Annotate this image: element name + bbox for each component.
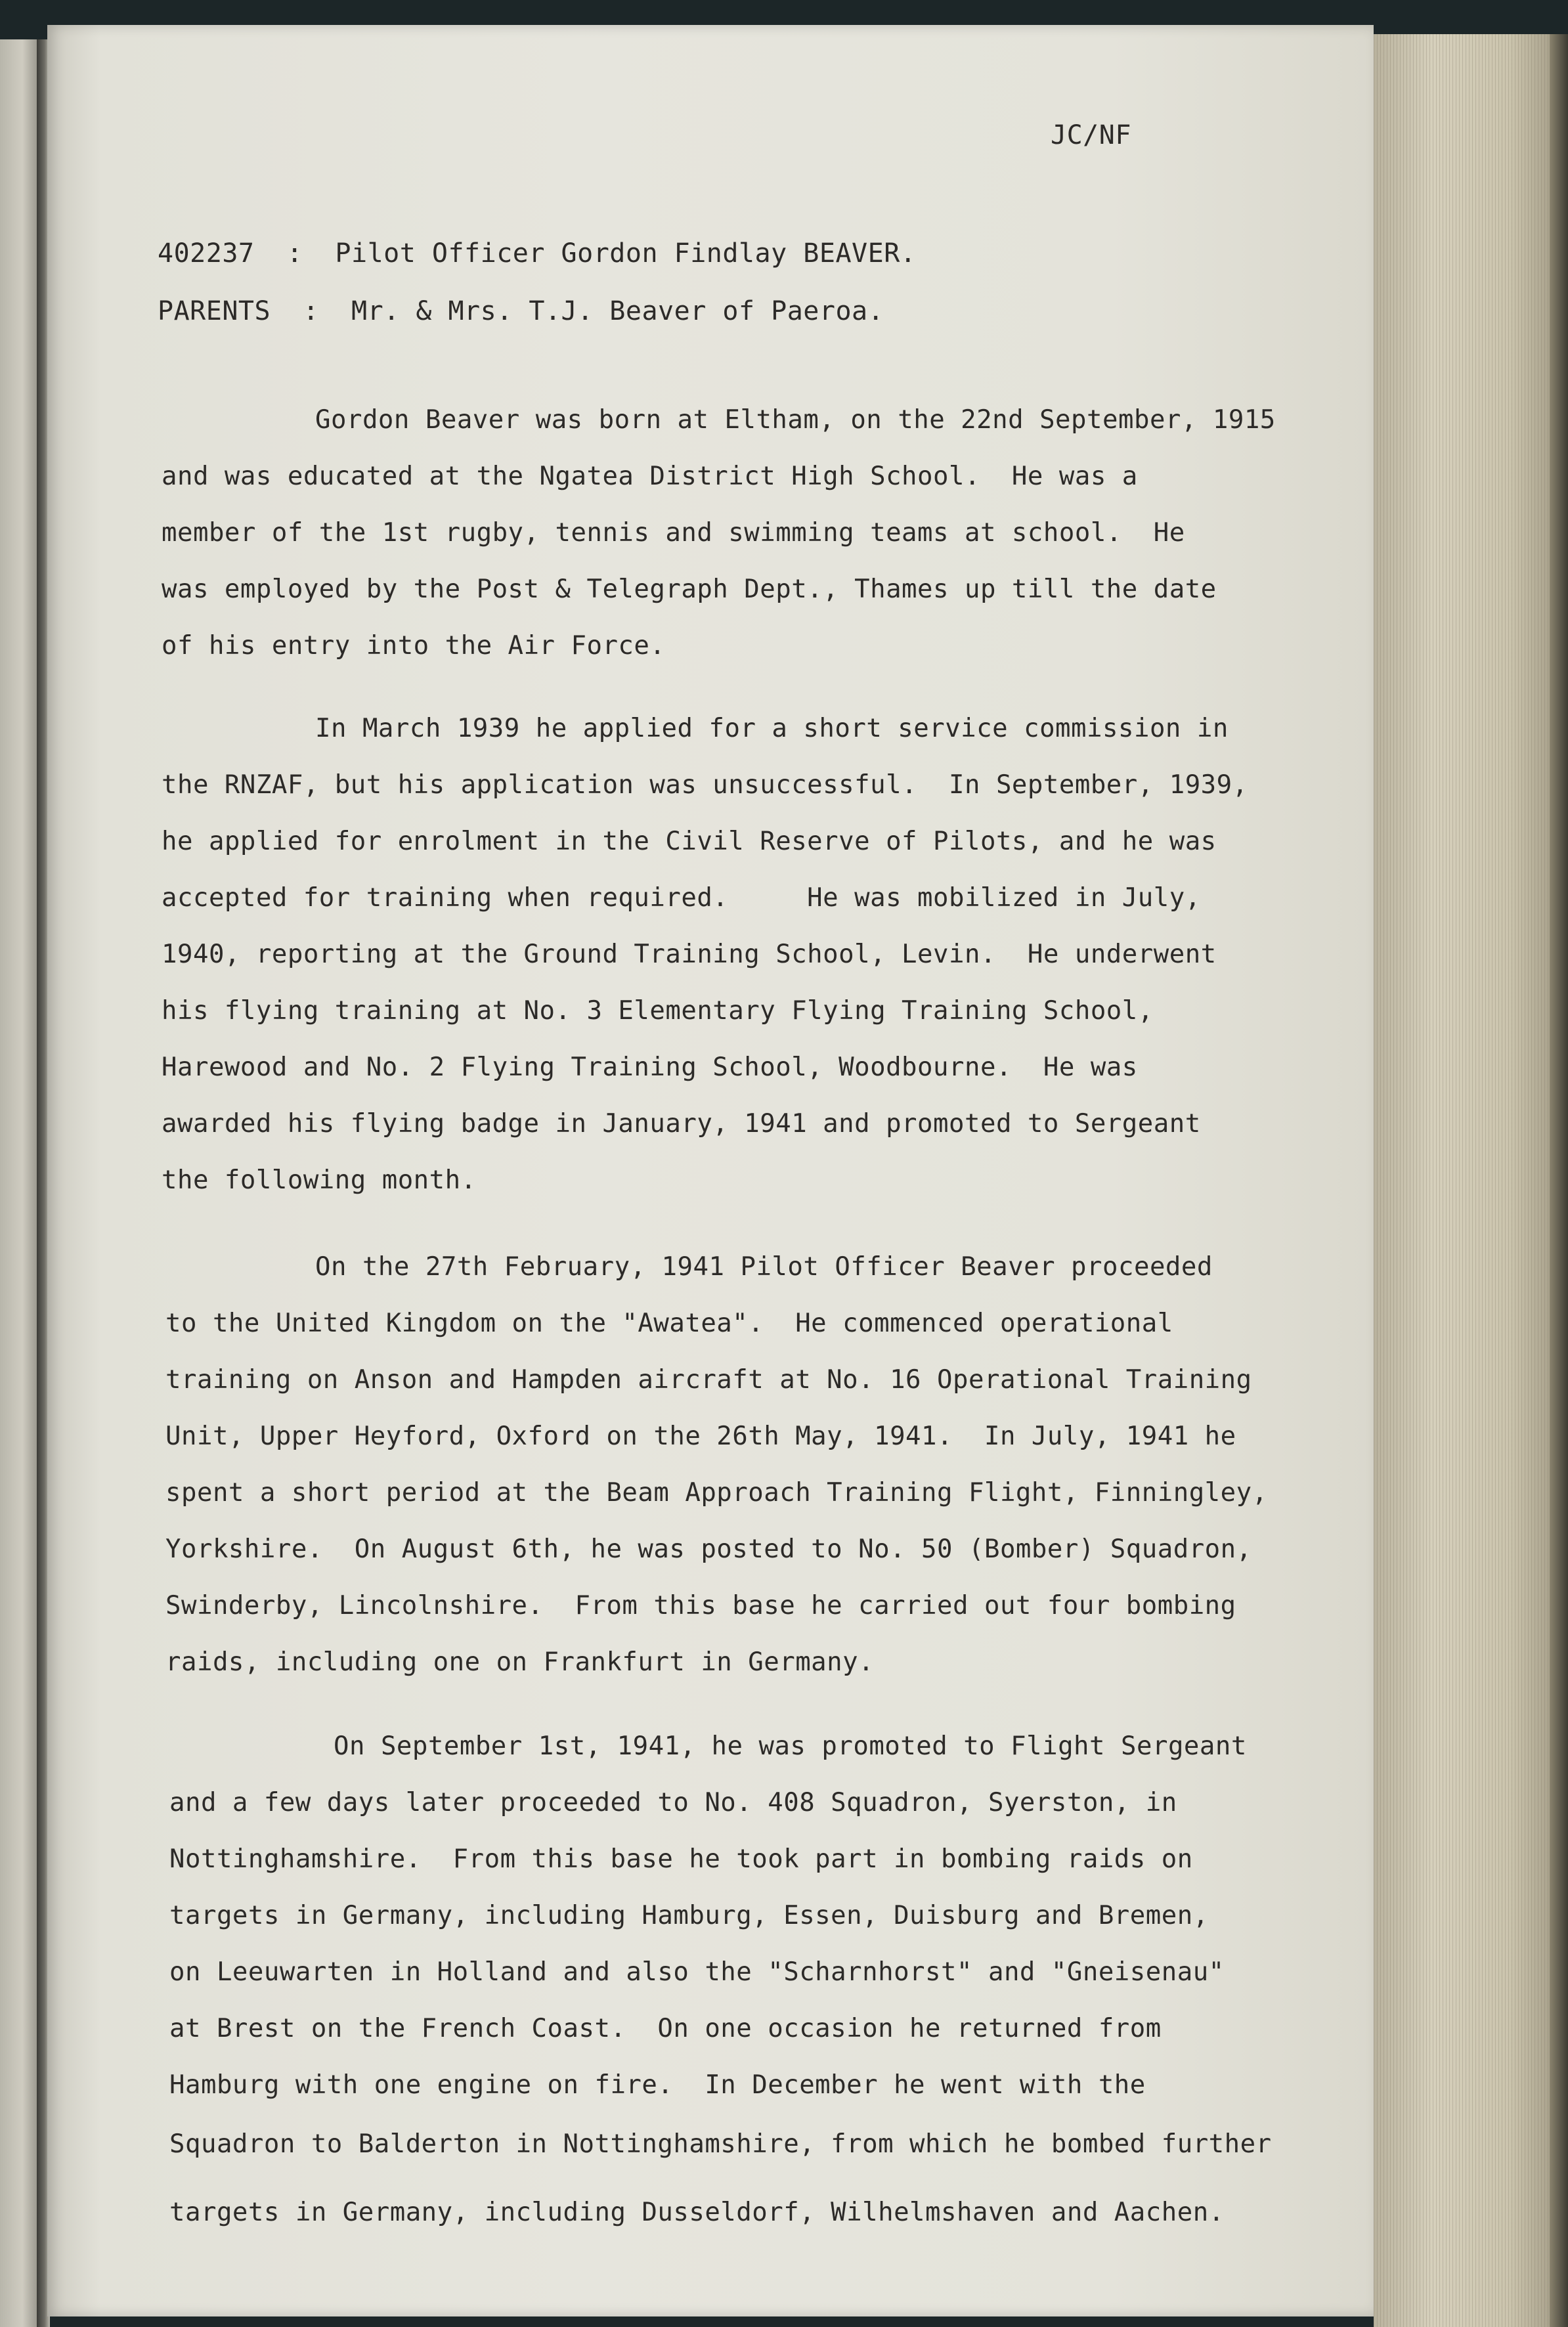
- text-line: accepted for training when required. He was mobilized in July,: [162, 883, 1201, 913]
- text-line: On September 1st, 1941, he was promoted to Flight Sergeant: [334, 1731, 1247, 1761]
- page-block-edges: [1374, 34, 1568, 2327]
- text-line: the RNZAF, but his application was unsuccessful. In September, 1939,: [162, 770, 1248, 800]
- text-line: training on Anson and Hampden aircraft at No. 16 Operational Training: [165, 1365, 1252, 1395]
- text-line: raids, including one on Frankfurt in Germany.: [165, 1647, 875, 1677]
- text-line: at Brest on the French Coast. On one occasion he returned from: [169, 2014, 1162, 2043]
- text-line: targets in Germany, including Dusseldorf, Wilhelmshaven and Aachen.: [169, 2198, 1225, 2227]
- text-line: Hamburg with one engine on fire. In December he went with the: [169, 2070, 1146, 2100]
- text-line: Gordon Beaver was born at Eltham, on the 22nd September, 1915: [315, 405, 1276, 435]
- text-line: targets in Germany, including Hamburg, Essen, Duisburg and Bremen,: [169, 1901, 1209, 1930]
- text-line: of his entry into the Air Force.: [162, 631, 666, 661]
- facing-page-edge: [0, 39, 41, 2327]
- text-line: he applied for enrolment in the Civil Reserve of Pilots, and he was: [162, 827, 1217, 856]
- text-line: and was educated at the Ngatea District High School. He was a: [162, 462, 1138, 491]
- text-line: spent a short period at the Beam Approach Training Flight, Finningley,: [165, 1478, 1268, 1508]
- text-line: his flying training at No. 3 Elementary Flying Training School,: [162, 996, 1154, 1026]
- text-line: Unit, Upper Heyford, Oxford on the 26th May, 1941. In July, 1941 he: [165, 1422, 1236, 1451]
- text-line: and a few days later proceeded to No. 408 Squadron, Syerston, in: [169, 1788, 1177, 1817]
- text-line: On the 27th February, 1941 Pilot Officer Beaver proceeded: [315, 1252, 1213, 1282]
- text-line: the following month.: [162, 1165, 477, 1195]
- text-line: awarded his flying badge in January, 1941 and promoted to Sergeant: [162, 1109, 1201, 1139]
- text-line: Yorkshire. On August 6th, he was posted to No. 50 (Bomber) Squadron,: [165, 1534, 1252, 1564]
- subject-line: 402237 : Pilot Officer Gordon Findlay BEAVER.: [158, 238, 917, 269]
- text-line: 1940, reporting at the Ground Training School, Levin. He underwent: [162, 940, 1217, 969]
- book-cover-edge: [1550, 34, 1568, 2327]
- text-line: Nottinghamshire. From this base he took part in bombing raids on: [169, 1844, 1193, 1874]
- text-line: member of the 1st rugby, tennis and swimming teams at school. He: [162, 518, 1185, 548]
- parents-line: PARENTS : Mr. & Mrs. T.J. Beaver of Paeroa.: [158, 296, 884, 326]
- text-line: In March 1939 he applied for a short service commission in: [315, 714, 1229, 743]
- text-line: Squadron to Balderton in Nottinghamshire, from which he bombed further: [169, 2129, 1272, 2159]
- text-line: was employed by the Post & Telegraph Dept., Thames up till the date: [162, 575, 1217, 604]
- reference-code: JC/NF: [1051, 120, 1131, 150]
- text-line: to the United Kingdom on the "Awatea". He commenced operational: [165, 1309, 1173, 1338]
- text-line: on Leeuwarten in Holland and also the "Scharnhorst" and "Gneisenau": [169, 1957, 1225, 1987]
- text-line: Swinderby, Lincolnshire. From this base he carried out four bombing: [165, 1591, 1236, 1620]
- text-line: Harewood and No. 2 Flying Training School, Woodbourne. He was: [162, 1053, 1138, 1082]
